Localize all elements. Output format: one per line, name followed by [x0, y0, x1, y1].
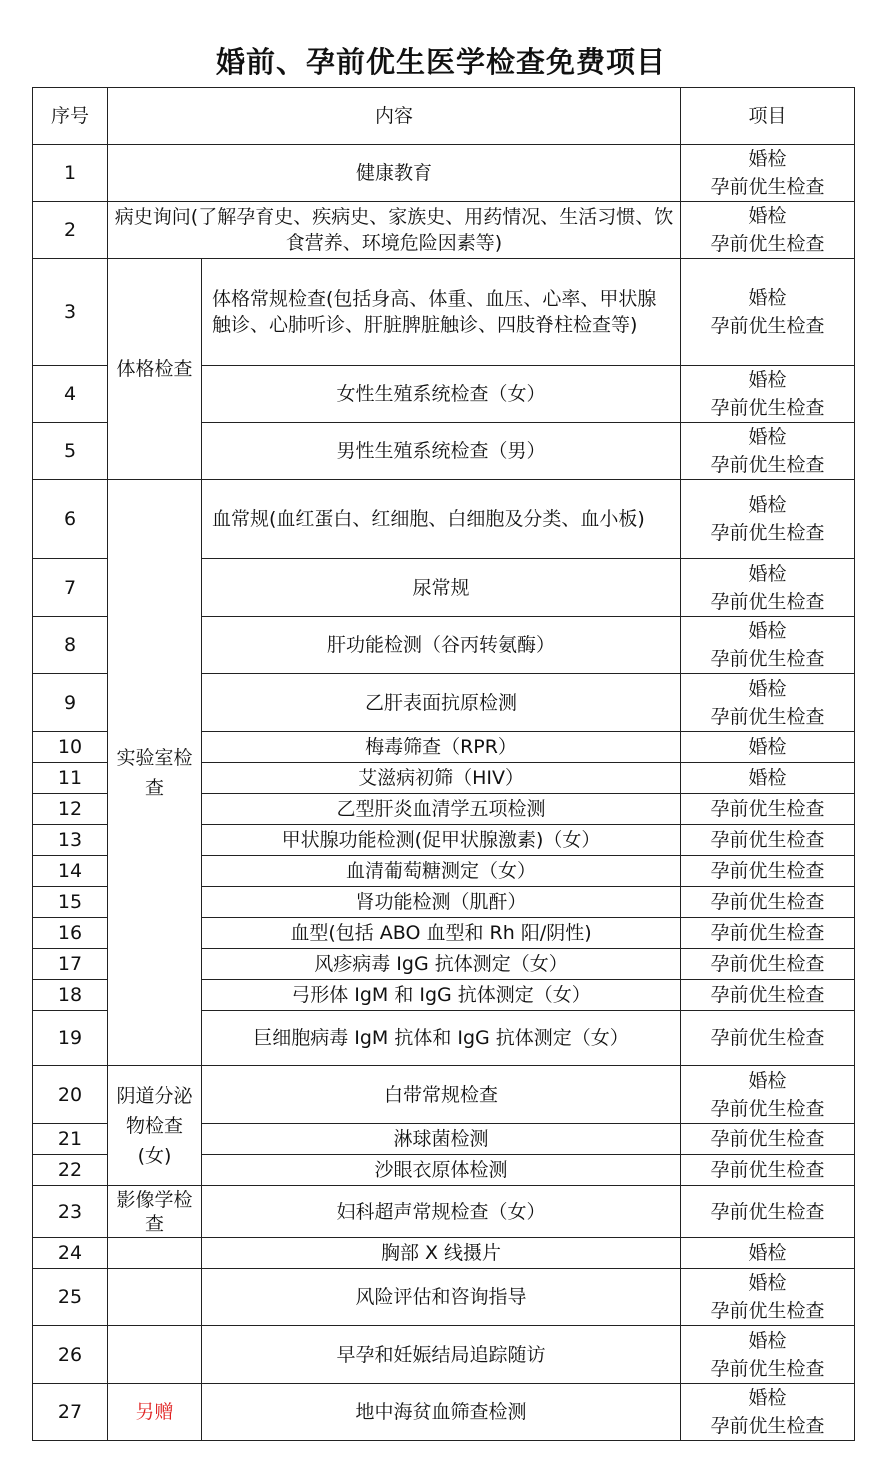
row-item: 孕前优生检查 [681, 1155, 855, 1186]
row-no: 7 [33, 559, 108, 617]
row-no: 26 [33, 1326, 108, 1384]
row-content: 地中海贫血筛查检测 [202, 1384, 681, 1441]
row-no: 22 [33, 1155, 108, 1186]
exam-items-table [32, 87, 855, 1441]
item-prepreg: 孕前优生检查 [710, 648, 825, 670]
row-item: 孕前优生检查 [681, 1186, 855, 1238]
row-item: 孕前优生检查 [681, 980, 855, 1011]
item-marital: 婚检 [748, 148, 787, 170]
row-content: 沙眼衣原体检测 [202, 1155, 681, 1186]
row-item [681, 259, 855, 366]
row-no: 11 [33, 763, 108, 794]
item-prepreg: 孕前优生检查 [710, 454, 825, 476]
header-no: 序号 [33, 88, 108, 145]
table-header-row [33, 88, 855, 145]
table-row [33, 1269, 855, 1326]
row-no: 2 [33, 202, 108, 259]
row-item [681, 202, 855, 259]
row-content: 尿常规 [202, 559, 681, 617]
item-marital: 婚检 [748, 426, 787, 448]
row-no: 8 [33, 617, 108, 674]
row-no: 5 [33, 423, 108, 480]
table-row [33, 1186, 855, 1238]
row-item [681, 1384, 855, 1441]
document-title: 婚前、孕前优生医学检查免费项目 [215, 45, 666, 79]
row-content: 梅毒筛查（RPR） [202, 732, 681, 763]
item-marital: 婚检 [748, 494, 787, 516]
item-marital: 婚检 [748, 205, 787, 227]
row-item: 婚检 [681, 1238, 855, 1269]
row-no: 21 [33, 1124, 108, 1155]
row-content: 肾功能检测（肌酐） [202, 887, 681, 918]
row-item: 婚检 [681, 732, 855, 763]
row-content: 血常规(血红蛋白、红细胞、白细胞及分类、血小板) [202, 480, 681, 559]
row-item: 孕前优生检查 [681, 1124, 855, 1155]
row-content: 肝功能检测（谷丙转氨酶） [202, 617, 681, 674]
row-item: 孕前优生检查 [681, 887, 855, 918]
row-no: 24 [33, 1238, 108, 1269]
row-no: 18 [33, 980, 108, 1011]
row-content: 风疹病毒 IgG 抗体测定（女） [202, 949, 681, 980]
category-imaging: 影像学检查 [108, 1186, 202, 1238]
row-item: 婚检 [681, 763, 855, 794]
row-content: 体格常规检查(包括身高、体重、血压、心率、甲状腺触诊、心肺听诊、肝脏脾脏触诊、四肢脊柱检查等) [202, 259, 681, 366]
item-marital: 婚检 [748, 1272, 787, 1294]
row-no: 1 [33, 145, 108, 202]
row-no: 16 [33, 918, 108, 949]
item-prepreg: 孕前优生检查 [710, 705, 825, 728]
table-row [33, 1384, 855, 1441]
row-content: 女性生殖系统检查（女） [202, 366, 681, 423]
row-no: 17 [33, 949, 108, 980]
row-no: 20 [33, 1066, 108, 1124]
row-item [681, 559, 855, 617]
row-content: 乙肝表面抗原检测 [202, 674, 681, 732]
header-item: 项目 [681, 88, 855, 145]
category-vaginal: 阴道分泌物检查(女) [108, 1066, 202, 1186]
table-row [33, 1066, 855, 1124]
item-marital: 婚检 [748, 677, 787, 700]
row-content: 妇科超声常规检查（女） [202, 1186, 681, 1238]
row-item [681, 617, 855, 674]
item-marital: 婚检 [748, 1387, 787, 1409]
category-empty [108, 1238, 202, 1269]
row-no: 14 [33, 856, 108, 887]
row-content: 艾滋病初筛（HIV） [202, 763, 681, 794]
item-prepreg: 孕前优生检查 [710, 1097, 825, 1120]
row-no: 15 [33, 887, 108, 918]
item-prepreg: 孕前优生检查 [710, 1300, 825, 1322]
row-no: 23 [33, 1186, 108, 1238]
row-content: 男性生殖系统检查（男） [202, 423, 681, 480]
row-no: 12 [33, 794, 108, 825]
item-marital: 婚检 [748, 562, 787, 585]
row-item [681, 674, 855, 732]
row-item: 孕前优生检查 [681, 856, 855, 887]
row-no: 25 [33, 1269, 108, 1326]
table-row [33, 202, 855, 259]
row-item [681, 480, 855, 559]
header-content: 内容 [108, 88, 681, 145]
row-content: 健康教育 [108, 145, 681, 202]
row-content: 白带常规检查 [202, 1066, 681, 1124]
item-marital: 婚检 [748, 1069, 787, 1092]
item-prepreg: 孕前优生检查 [710, 1357, 825, 1380]
item-prepreg: 孕前优生检查 [710, 590, 825, 613]
item-prepreg: 孕前优生检查 [710, 233, 825, 255]
item-marital: 婚检 [748, 1329, 787, 1352]
item-prepreg: 孕前优生检查 [710, 397, 825, 419]
table-row [33, 1326, 855, 1384]
row-content: 血型(包括 ABO 血型和 Rh 阳/阴性) [202, 918, 681, 949]
row-item [681, 1269, 855, 1326]
row-no: 27 [33, 1384, 108, 1441]
category-empty [108, 1269, 202, 1326]
row-item [681, 1326, 855, 1384]
row-item [681, 366, 855, 423]
row-no: 3 [33, 259, 108, 366]
row-no: 4 [33, 366, 108, 423]
table-row [33, 1238, 855, 1269]
item-prepreg: 孕前优生检查 [710, 176, 825, 198]
table-row [33, 259, 855, 366]
category-physical: 体格检查 [108, 259, 202, 480]
row-content: 胸部 X 线摄片 [202, 1238, 681, 1269]
row-content: 乙型肝炎血清学五项检测 [202, 794, 681, 825]
row-item: 孕前优生检查 [681, 794, 855, 825]
item-prepreg: 孕前优生检查 [710, 522, 825, 544]
category-empty [108, 1326, 202, 1384]
row-item: 孕前优生检查 [681, 949, 855, 980]
row-item: 孕前优生检查 [681, 825, 855, 856]
row-content: 病史询问(了解孕育史、疾病史、家族史、用药情况、生活习惯、饮食营养、环境危险因素等) [108, 202, 681, 259]
item-marital: 婚检 [748, 620, 787, 642]
row-content: 弓形体 IgM 和 IgG 抗体测定（女） [202, 980, 681, 1011]
row-no: 6 [33, 480, 108, 559]
table-row [33, 145, 855, 202]
item-prepreg: 孕前优生检查 [710, 315, 825, 337]
row-item [681, 145, 855, 202]
row-item [681, 1066, 855, 1124]
row-content: 甲状腺功能检测(促甲状腺激素)（女） [202, 825, 681, 856]
row-no: 13 [33, 825, 108, 856]
row-no: 9 [33, 674, 108, 732]
item-marital: 婚检 [748, 287, 787, 309]
row-no: 19 [33, 1011, 108, 1066]
table-row [33, 480, 855, 559]
row-content: 风险评估和咨询指导 [202, 1269, 681, 1326]
row-content: 早孕和妊娠结局追踪随访 [202, 1326, 681, 1384]
item-prepreg: 孕前优生检查 [710, 1415, 825, 1437]
row-content: 巨细胞病毒 IgM 抗体和 IgG 抗体测定（女） [202, 1011, 681, 1066]
row-item [681, 423, 855, 480]
row-item: 孕前优生检查 [681, 918, 855, 949]
row-content: 血清葡萄糖测定（女） [202, 856, 681, 887]
item-marital: 婚检 [748, 369, 787, 391]
row-no: 10 [33, 732, 108, 763]
row-content: 淋球菌检测 [202, 1124, 681, 1155]
category-gift: 另赠 [108, 1384, 202, 1441]
category-lab: 实验室检查 [108, 480, 202, 1066]
row-item: 孕前优生检查 [681, 1011, 855, 1066]
